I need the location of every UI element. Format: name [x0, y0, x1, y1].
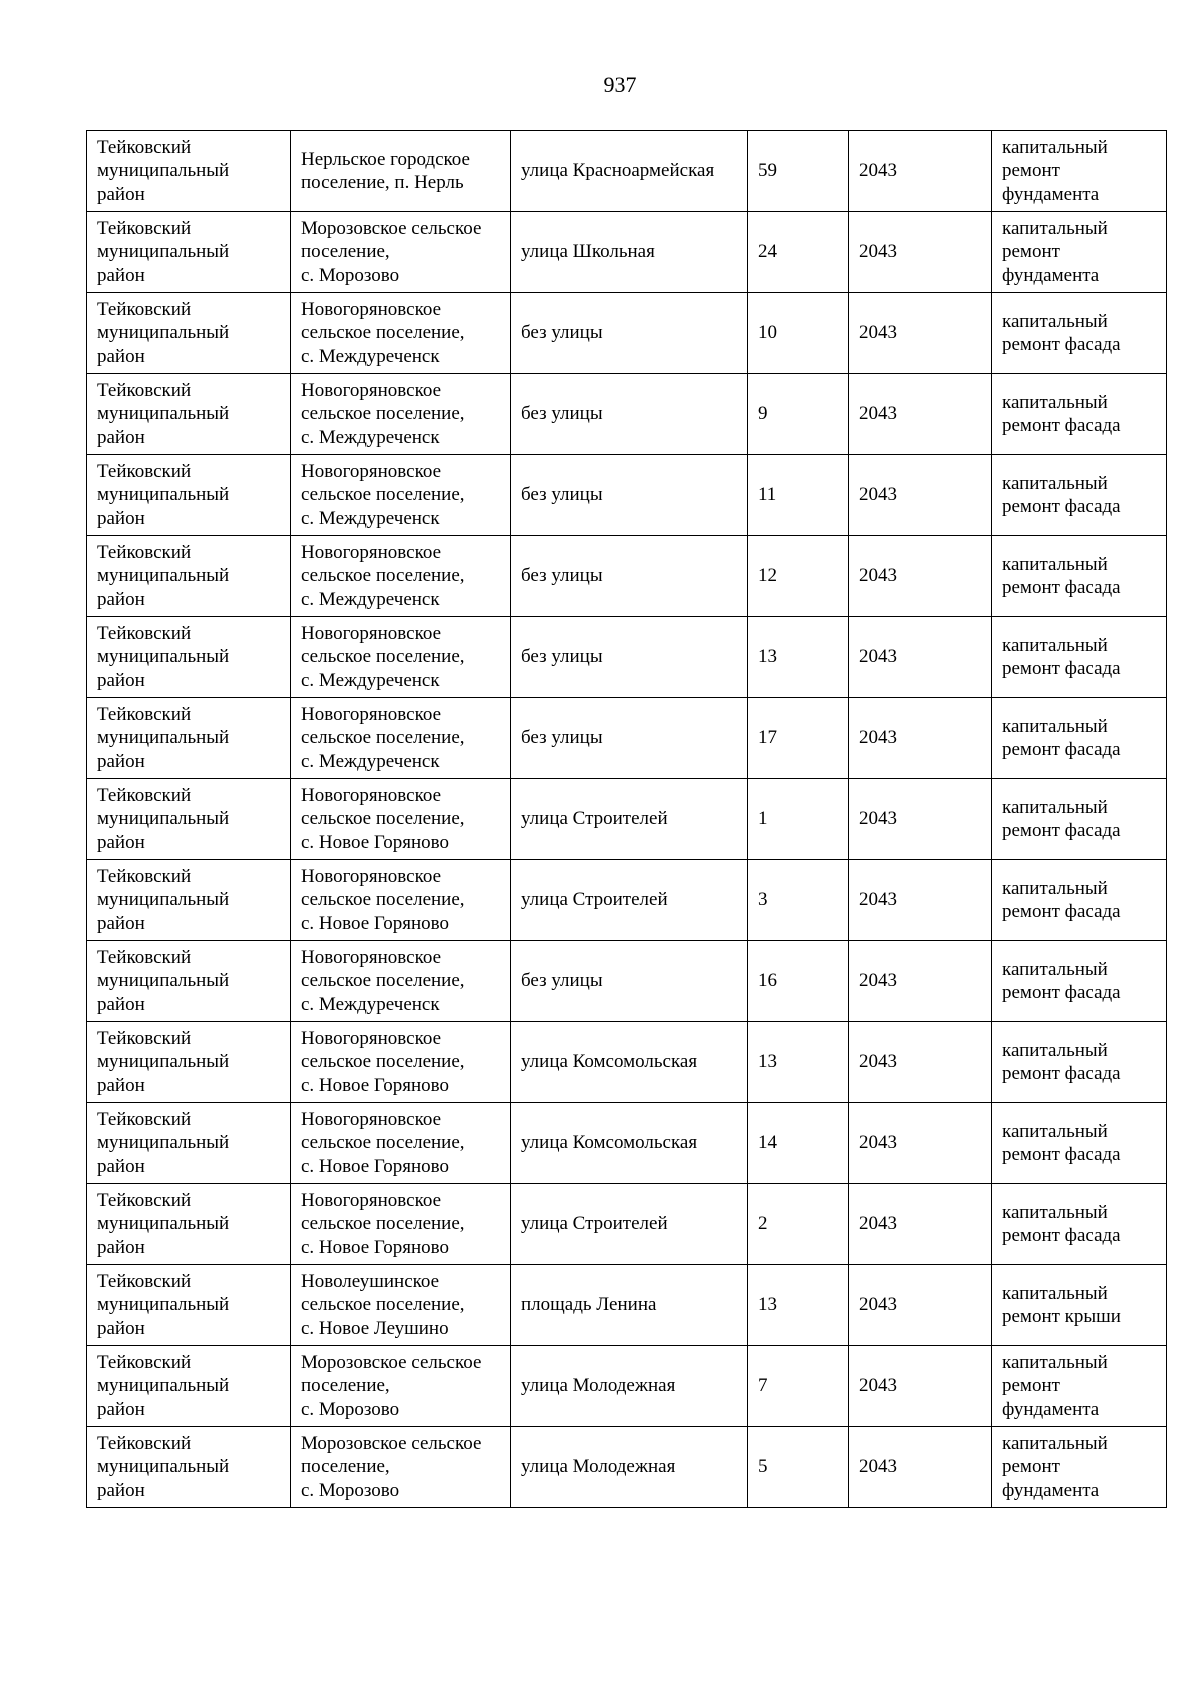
year-cell: 2043: [849, 860, 992, 941]
settlement-cell: Новогоряновское сельское поселение, с. Новое Горяново: [291, 1103, 511, 1184]
table-row: [87, 212, 1167, 293]
table-row: [87, 1184, 1167, 1265]
work-type-cell: капитальный ремонт фасада: [992, 1184, 1167, 1265]
work-type-cell: капитальный ремонт фундамента: [992, 1346, 1167, 1427]
work-type-cell: капитальный ремонт фасада: [992, 1022, 1167, 1103]
district-cell: Тейковский муниципальный район: [87, 1427, 291, 1508]
district-cell: Тейковский муниципальный район: [87, 1346, 291, 1427]
table-row: [87, 293, 1167, 374]
page-number: 937: [603, 72, 637, 97]
work-type-cell: капитальный ремонт фасада: [992, 536, 1167, 617]
settlement-cell: Морозовское сельское поселение, с. Морозово: [291, 1427, 511, 1508]
work-type-cell: капитальный ремонт фасада: [992, 374, 1167, 455]
house-number-cell: 12: [748, 536, 849, 617]
table-row: [87, 1103, 1167, 1184]
year-cell: 2043: [849, 1184, 992, 1265]
street-cell: улица Строителей: [511, 1184, 748, 1265]
district-cell: Тейковский муниципальный район: [87, 131, 291, 212]
district-cell: Тейковский муниципальный район: [87, 779, 291, 860]
table-body: [87, 131, 1167, 1508]
settlement-cell: Новогоряновское сельское поселение, с. Новое Горяново: [291, 1184, 511, 1265]
work-type-cell: капитальный ремонт фасада: [992, 860, 1167, 941]
settlement-cell: Новогоряновское сельское поселение, с. Новое Горяново: [291, 1022, 511, 1103]
settlement-cell: Новолеушинское сельское поселение, с. Новое Леушино: [291, 1265, 511, 1346]
year-cell: 2043: [849, 1022, 992, 1103]
repair-schedule-table: [86, 130, 1167, 1508]
year-cell: 2043: [849, 1346, 992, 1427]
district-cell: Тейковский муниципальный район: [87, 455, 291, 536]
district-cell: Тейковский муниципальный район: [87, 374, 291, 455]
settlement-cell: Новогоряновское сельское поселение, с. Междуреченск: [291, 536, 511, 617]
house-number-cell: 9: [748, 374, 849, 455]
year-cell: 2043: [849, 1103, 992, 1184]
house-number-cell: 16: [748, 941, 849, 1022]
street-cell: улица Строителей: [511, 860, 748, 941]
table-row: [87, 617, 1167, 698]
work-type-cell: капитальный ремонт фасада: [992, 293, 1167, 374]
street-cell: улица Комсомольская: [511, 1103, 748, 1184]
street-cell: без улицы: [511, 374, 748, 455]
street-cell: улица Молодежная: [511, 1346, 748, 1427]
work-type-cell: капитальный ремонт фундамента: [992, 1427, 1167, 1508]
year-cell: 2043: [849, 293, 992, 374]
work-type-cell: капитальный ремонт фундамента: [992, 131, 1167, 212]
house-number-cell: 5: [748, 1427, 849, 1508]
work-type-cell: капитальный ремонт фасада: [992, 455, 1167, 536]
settlement-cell: Морозовское сельское поселение, с. Морозово: [291, 1346, 511, 1427]
district-cell: Тейковский муниципальный район: [87, 1184, 291, 1265]
house-number-cell: 7: [748, 1346, 849, 1427]
table-row: [87, 1427, 1167, 1508]
street-cell: улица Молодежная: [511, 1427, 748, 1508]
street-cell: без улицы: [511, 293, 748, 374]
street-cell: улица Комсомольская: [511, 1022, 748, 1103]
settlement-cell: Новогоряновское сельское поселение, с. Новое Горяново: [291, 860, 511, 941]
district-cell: Тейковский муниципальный район: [87, 1022, 291, 1103]
year-cell: 2043: [849, 374, 992, 455]
work-type-cell: капитальный ремонт фасада: [992, 779, 1167, 860]
street-cell: без улицы: [511, 617, 748, 698]
year-cell: 2043: [849, 779, 992, 860]
district-cell: Тейковский муниципальный район: [87, 293, 291, 374]
table-row: [87, 941, 1167, 1022]
work-type-cell: капитальный ремонт фасада: [992, 941, 1167, 1022]
table-row: [87, 698, 1167, 779]
street-cell: площадь Ленина: [511, 1265, 748, 1346]
house-number-cell: 17: [748, 698, 849, 779]
house-number-cell: 24: [748, 212, 849, 293]
year-cell: 2043: [849, 1265, 992, 1346]
street-cell: без улицы: [511, 455, 748, 536]
table-row: [87, 779, 1167, 860]
settlement-cell: Новогоряновское сельское поселение, с. Междуреченск: [291, 374, 511, 455]
district-cell: Тейковский муниципальный район: [87, 941, 291, 1022]
work-type-cell: капитальный ремонт фасада: [992, 617, 1167, 698]
settlement-cell: Новогоряновское сельское поселение, с. Новое Горяново: [291, 779, 511, 860]
year-cell: 2043: [849, 455, 992, 536]
settlement-cell: Новогоряновское сельское поселение, с. Междуреченск: [291, 293, 511, 374]
year-cell: 2043: [849, 212, 992, 293]
street-cell: улица Школьная: [511, 212, 748, 293]
house-number-cell: 59: [748, 131, 849, 212]
house-number-cell: 14: [748, 1103, 849, 1184]
house-number-cell: 2: [748, 1184, 849, 1265]
year-cell: 2043: [849, 617, 992, 698]
street-cell: без улицы: [511, 536, 748, 617]
district-cell: Тейковский муниципальный район: [87, 617, 291, 698]
street-cell: без улицы: [511, 698, 748, 779]
table-row: [87, 1265, 1167, 1346]
district-cell: Тейковский муниципальный район: [87, 860, 291, 941]
work-type-cell: капитальный ремонт фундамента: [992, 212, 1167, 293]
house-number-cell: 3: [748, 860, 849, 941]
work-type-cell: капитальный ремонт фасада: [992, 698, 1167, 779]
district-cell: Тейковский муниципальный район: [87, 212, 291, 293]
settlement-cell: Новогоряновское сельское поселение, с. Междуреченск: [291, 698, 511, 779]
work-type-cell: капитальный ремонт крыши: [992, 1265, 1167, 1346]
district-cell: Тейковский муниципальный район: [87, 1265, 291, 1346]
house-number-cell: 11: [748, 455, 849, 536]
district-cell: Тейковский муниципальный район: [87, 1103, 291, 1184]
settlement-cell: Нерльское городское поселение, п. Нерль: [291, 131, 511, 212]
street-cell: без улицы: [511, 941, 748, 1022]
settlement-cell: Новогоряновское сельское поселение, с. Междуреченск: [291, 455, 511, 536]
work-type-cell: капитальный ремонт фасада: [992, 1103, 1167, 1184]
table-row: [87, 536, 1167, 617]
table-row: [87, 1022, 1167, 1103]
year-cell: 2043: [849, 131, 992, 212]
settlement-cell: Морозовское сельское поселение, с. Морозово: [291, 212, 511, 293]
house-number-cell: 13: [748, 617, 849, 698]
district-cell: Тейковский муниципальный район: [87, 536, 291, 617]
year-cell: 2043: [849, 941, 992, 1022]
table-row: [87, 131, 1167, 212]
year-cell: 2043: [849, 1427, 992, 1508]
street-cell: улица Красноармейская: [511, 131, 748, 212]
table-row: [87, 455, 1167, 536]
district-cell: Тейковский муниципальный район: [87, 698, 291, 779]
table-row: [87, 1346, 1167, 1427]
house-number-cell: 13: [748, 1022, 849, 1103]
house-number-cell: 1: [748, 779, 849, 860]
table-row: [87, 374, 1167, 455]
year-cell: 2043: [849, 698, 992, 779]
street-cell: улица Строителей: [511, 779, 748, 860]
house-number-cell: 13: [748, 1265, 849, 1346]
settlement-cell: Новогоряновское сельское поселение, с. Междуреченск: [291, 941, 511, 1022]
table-row: [87, 860, 1167, 941]
year-cell: 2043: [849, 536, 992, 617]
house-number-cell: 10: [748, 293, 849, 374]
settlement-cell: Новогоряновское сельское поселение, с. Междуреченск: [291, 617, 511, 698]
